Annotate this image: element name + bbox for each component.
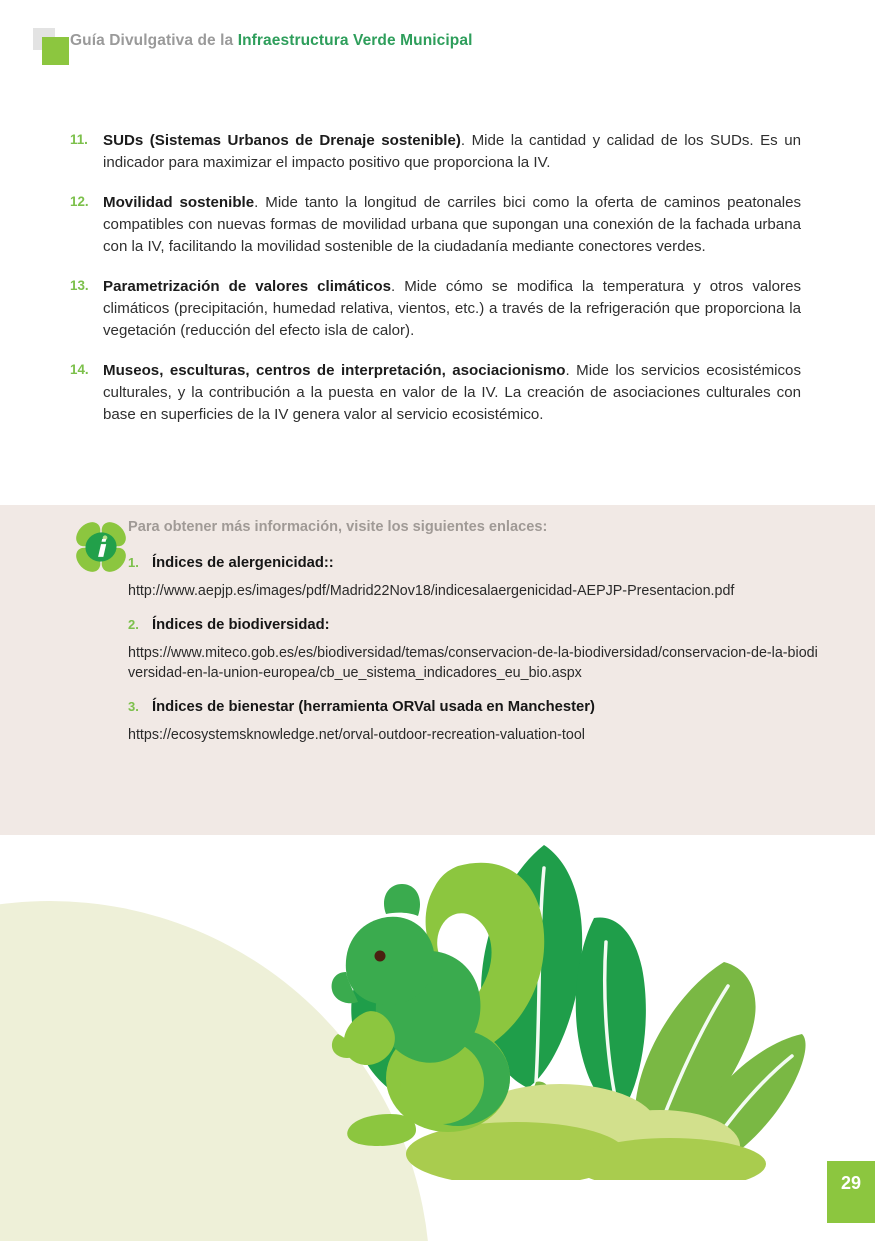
link-url[interactable]: http://www.aepjp.es/images/pdf/Madrid22Nov18/indicesalaergenicidad-AEPJP-Presentacion.pdf bbox=[128, 583, 735, 599]
link-item-number: 1. bbox=[128, 555, 139, 570]
list-item bbox=[0, 130, 875, 175]
info-clover-icon bbox=[72, 518, 130, 576]
link-item-title: Índices de biodiversidad: bbox=[152, 616, 330, 633]
list-item bbox=[0, 360, 875, 427]
page-number-badge bbox=[827, 1161, 875, 1223]
page-number-value: 29 bbox=[840, 1173, 862, 1193]
indicator-list bbox=[0, 130, 875, 444]
squirrel-and-plants-illustration bbox=[330, 820, 830, 1180]
list-item bbox=[0, 276, 875, 343]
link-item-title: Índices de alergenicidad:: bbox=[152, 555, 334, 571]
info-box-intro: Para obtener más información, visite los siguientes enlaces: bbox=[128, 519, 548, 535]
link-list-item bbox=[128, 698, 818, 716]
link-list-item bbox=[128, 616, 818, 634]
page-header bbox=[0, 20, 875, 70]
list-item-number: 13. bbox=[70, 277, 89, 293]
header-title-light: Guía Divulgativa de la bbox=[70, 32, 238, 49]
list-item-number: 11. bbox=[70, 132, 88, 147]
list-item-body: . Mide tanto la longitud de carriles bici como la oferta de caminos peatonales compatibles con nuevas formas de movilidad urbana que supongan una conexión de la fachada urbana con la IV, facilitando la movilidad sostenible de la ciudadanía mediante conectores verdes. bbox=[103, 193, 802, 256]
link-item-number: 2. bbox=[128, 616, 139, 632]
list-item-body: . Mide cómo se modifica la temperatura y otros valores climáticos (precipitación, humedad relativa, vientos, etc.) a través de la refrigeración que proporciona la vegetación (reducción del efecto isla de calor). bbox=[103, 277, 802, 340]
list-item-number: 14. bbox=[70, 361, 89, 377]
stacked-squares-logo bbox=[33, 28, 73, 66]
link-item-title: Índices de bienestar (herramienta ORVal usada en Manchester) bbox=[152, 699, 595, 716]
header-title-bold: Infraestructura Verde Municipal bbox=[237, 32, 473, 49]
link-list-item bbox=[128, 554, 818, 572]
list-item-lead: Parametrización de valores climáticos bbox=[103, 277, 391, 295]
list-item-body: . Mide la cantidad y calidad de los SUDs. Es un indicador para maximizar el impacto positivo que proporciona la IV. bbox=[103, 132, 801, 172]
list-item bbox=[0, 192, 875, 259]
link-url[interactable]: https://www.miteco.gob.es/es/biodiversidad/temas/conservacion-de-la-biodiversidad/conservacion-de-la-biodiversidad-en-la-union-europea/cb_ue_sistema_indicadores_eu_bio.aspx bbox=[128, 644, 818, 682]
list-item-body: . Mide los servicios ecosistémicos culturales, y la contribución a la puesta en valor de la IV. La creación de asociaciones culturales con base en superficies de la IV genera valor al servicio ecosistémico. bbox=[103, 361, 801, 424]
logo-front-square bbox=[42, 37, 69, 65]
header-title bbox=[70, 32, 473, 50]
list-item-lead: Movilidad sostenible bbox=[103, 193, 255, 211]
info-box-content bbox=[128, 519, 818, 760]
link-url[interactable]: https://ecosystemsknowledge.net/orval-outdoor-recreation-valuation-tool bbox=[128, 727, 585, 744]
link-item-number: 3. bbox=[128, 699, 139, 715]
list-item-lead: Museos, esculturas, centros de interpretación, asociacionismo bbox=[103, 361, 566, 379]
list-item-lead: SUDs (Sistemas Urbanos de Drenaje sostenible) bbox=[103, 132, 461, 149]
list-item-number: 12. bbox=[70, 193, 89, 209]
